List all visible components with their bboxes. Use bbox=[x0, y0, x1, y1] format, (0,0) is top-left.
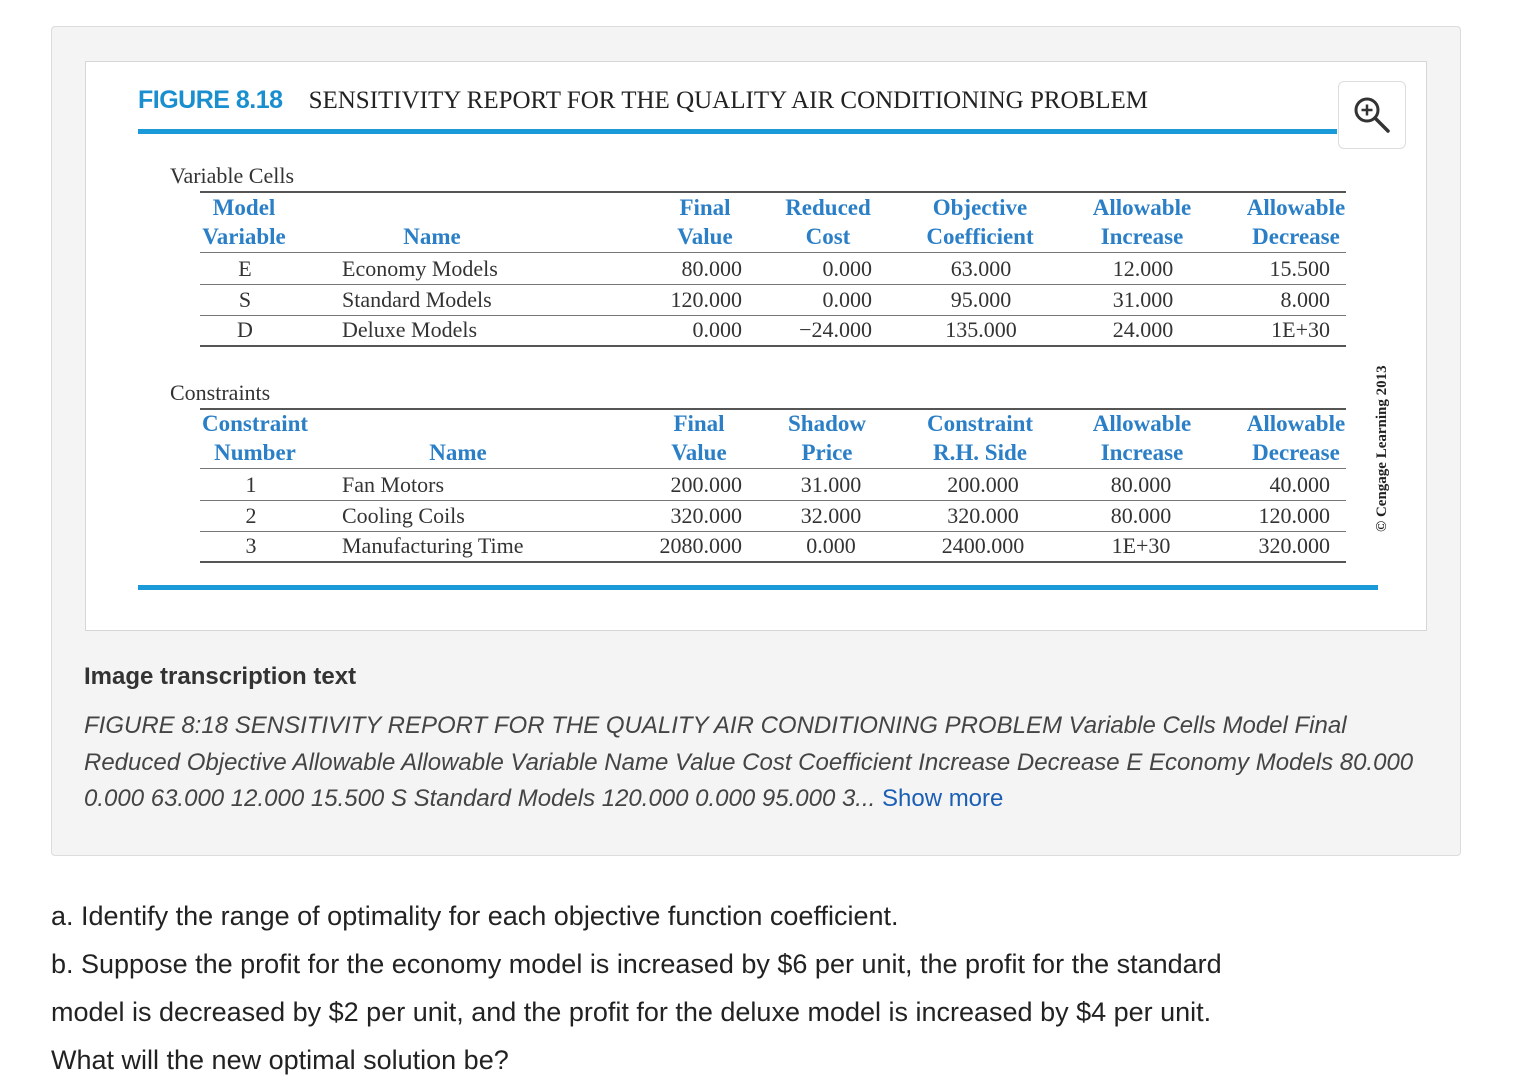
cell-shadow-price: 32.000 bbox=[800, 503, 862, 528]
cell-allowable-increase: 24.000 bbox=[1112, 317, 1174, 342]
zoom-button[interactable] bbox=[1338, 81, 1406, 149]
header-final-value: Final Value bbox=[671, 411, 727, 465]
cell-name: Manufacturing Time bbox=[342, 533, 524, 558]
cell-final-value: 320.000 bbox=[670, 503, 742, 528]
cell-variable: D bbox=[237, 317, 253, 342]
header-final-value: Final Value bbox=[677, 195, 733, 249]
row-rule bbox=[200, 500, 1346, 501]
cell-reduced-cost: −24.000 bbox=[799, 317, 872, 342]
cell-allowable-decrease: 15.500 bbox=[1269, 256, 1330, 281]
cell-name: Economy Models bbox=[342, 256, 498, 281]
bottom-accent-rule bbox=[138, 585, 1378, 590]
header-allowable-increase: Allowable Increase bbox=[1092, 411, 1192, 465]
transcription-text bbox=[84, 708, 1434, 818]
row-rule bbox=[200, 284, 1346, 285]
cell-allowable-decrease: 1E+30 bbox=[1271, 317, 1330, 342]
cell-objective-coefficient: 135.000 bbox=[945, 317, 1017, 342]
cell-allowable-increase: 80.000 bbox=[1110, 472, 1172, 497]
cell-reduced-cost: 0.000 bbox=[822, 256, 872, 281]
figure-heading: SENSITIVITY REPORT FOR THE QUALITY AIR CONDITIONING PROBLEM bbox=[308, 87, 1149, 114]
copyright-credit: © Cengage Learning 2013 bbox=[1374, 365, 1390, 532]
cell-allowable-increase: 31.000 bbox=[1112, 287, 1174, 312]
cell-objective-coefficient: 63.000 bbox=[950, 256, 1012, 281]
cell-name: Deluxe Models bbox=[342, 317, 478, 342]
header-rh-side: Constraint R.H. Side bbox=[926, 411, 1034, 465]
header-reduced-cost: Reduced Cost bbox=[785, 195, 871, 249]
cell-final-value: 120.000 bbox=[670, 287, 742, 312]
header-allowable-increase: Allowable Increase bbox=[1092, 195, 1192, 249]
figure-image bbox=[85, 61, 1427, 631]
show-more-link[interactable]: Show more bbox=[881, 785, 1004, 812]
row-rule bbox=[200, 315, 1346, 316]
header-rule bbox=[200, 252, 1346, 253]
header-rule bbox=[200, 468, 1346, 469]
header-objective-coefficient: Objective Coefficient bbox=[926, 195, 1034, 249]
cell-constraint-number: 1 bbox=[245, 472, 257, 497]
cell-reduced-cost: 0.000 bbox=[822, 287, 872, 312]
header-name: Name bbox=[429, 440, 487, 465]
image-transcription bbox=[84, 663, 1434, 818]
transcription-heading: Image transcription text bbox=[84, 663, 357, 690]
cell-allowable-increase: 12.000 bbox=[1112, 256, 1174, 281]
question-part-b: b. Suppose the profit for the economy model is increased by $6 per unit, the profit for the standard model is decreased by $2 per unit, and the profit for the deluxe model is increased by $4 per unit. What will the new optimal solution be? bbox=[51, 949, 1222, 1075]
figure-title bbox=[138, 86, 1148, 116]
transcription-body: FIGURE 8:18 SENSITIVITY REPORT FOR THE QUALITY AIR CONDITIONING PROBLEM Variable Cells Model Final Reduced Objective Allowable Allowable Variable Name Value Cost Coefficient Increase Decrease E Economy Models 80.000 0.000 63.000 12.000 15.500 S Standard Models 120.000 0.000 95.000 3... bbox=[84, 712, 1414, 812]
cell-name: Cooling Coils bbox=[342, 503, 465, 528]
question-text bbox=[51, 892, 1271, 1084]
header-allowable-decrease: Allowable Decrease bbox=[1246, 411, 1346, 465]
cell-variable: S bbox=[238, 287, 252, 312]
constraints-label: Constraints bbox=[170, 380, 271, 405]
cell-final-value: 200.000 bbox=[670, 472, 742, 497]
header-name: Name bbox=[403, 224, 461, 249]
cell-variable: E bbox=[238, 256, 252, 281]
cell-final-value: 0.000 bbox=[692, 317, 742, 342]
cell-name: Fan Motors bbox=[342, 472, 445, 497]
cell-rh-side: 200.000 bbox=[947, 472, 1019, 497]
cell-constraint-number: 2 bbox=[245, 503, 257, 528]
zoom-in-icon bbox=[1352, 95, 1392, 135]
cell-rh-side: 320.000 bbox=[947, 503, 1019, 528]
table-rule bbox=[200, 345, 1346, 347]
cell-shadow-price: 31.000 bbox=[800, 472, 862, 497]
header-shadow-price: Shadow Price bbox=[788, 411, 866, 465]
header-allowable-decrease: Allowable Decrease bbox=[1246, 195, 1346, 249]
cell-rh-side: 2400.000 bbox=[941, 533, 1025, 558]
question-part-a: a. Identify the range of optimality for each objective function coefficient. bbox=[51, 901, 899, 931]
header-constraint-number: Constraint Number bbox=[201, 411, 309, 465]
cell-allowable-decrease: 8.000 bbox=[1280, 287, 1330, 312]
cell-constraint-number: 3 bbox=[245, 533, 257, 558]
cell-final-value: 2080.000 bbox=[659, 533, 742, 558]
cell-allowable-increase: 80.000 bbox=[1110, 503, 1172, 528]
cell-objective-coefficient: 95.000 bbox=[950, 287, 1012, 312]
figure-number: FIGURE 8.18 bbox=[138, 86, 283, 114]
row-rule bbox=[200, 531, 1346, 532]
cell-final-value: 80.000 bbox=[681, 256, 742, 281]
cell-allowable-decrease: 120.000 bbox=[1258, 503, 1330, 528]
cell-allowable-decrease: 320.000 bbox=[1258, 533, 1330, 558]
top-accent-rule bbox=[138, 129, 1337, 134]
header-model-variable: Model Variable bbox=[202, 195, 286, 249]
cell-shadow-price: 0.000 bbox=[806, 533, 856, 558]
table-rule bbox=[200, 561, 1346, 563]
variable-cells-label: Variable Cells bbox=[170, 163, 295, 188]
cell-name: Standard Models bbox=[342, 287, 492, 312]
cell-allowable-decrease: 40.000 bbox=[1269, 472, 1330, 497]
cell-allowable-increase: 1E+30 bbox=[1111, 533, 1171, 558]
